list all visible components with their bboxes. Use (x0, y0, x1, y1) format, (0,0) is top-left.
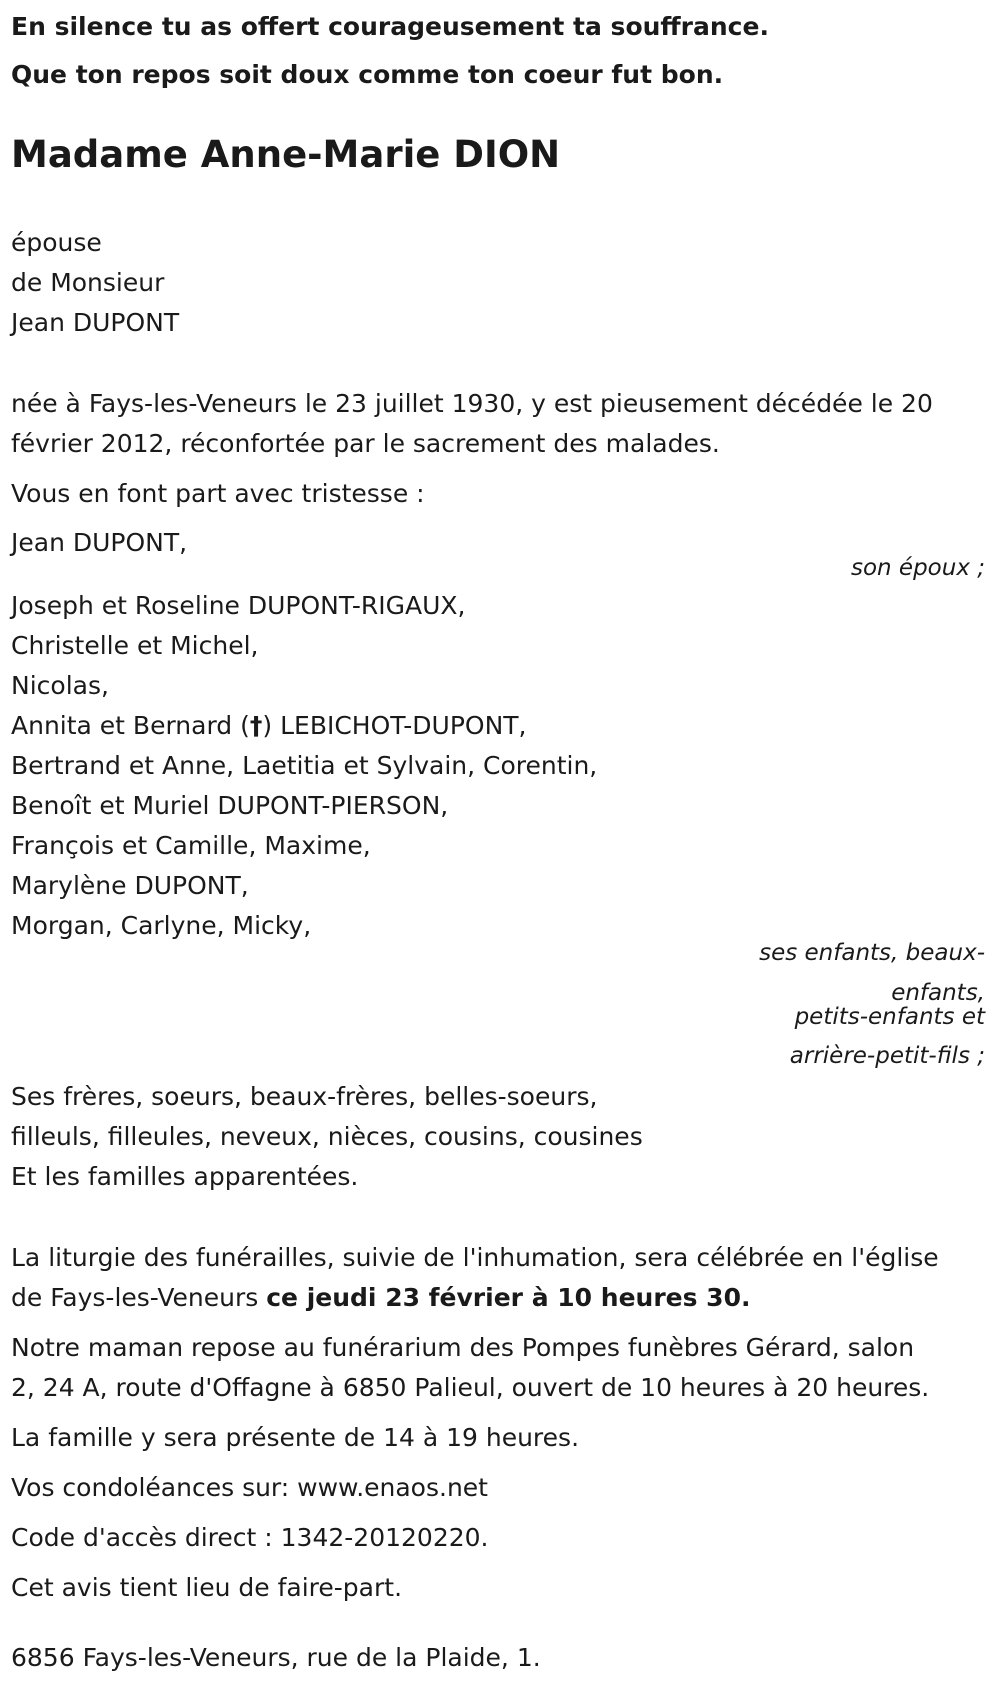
spouse-intro-2: de Monsieur (11, 268, 165, 297)
presence-text: La famille y sera présente de 14 à 19 heures. (11, 1423, 580, 1452)
spouse-intro-1: épouse (11, 228, 102, 257)
funerarium-line-1: Notre maman repose au funérarium des Pompes funèbres Gérard, salon (11, 1333, 915, 1362)
ceremony-line-1: La liturgie des funérailles, suivie de l'inhumation, sera célébrée en l'église (11, 1243, 939, 1272)
child-line: Bertrand et Anne, Laetitia et Sylvain, Corentin, (11, 751, 598, 780)
ceremony-line-2 (11, 1285, 750, 1310)
children-role-2: enfants, (891, 980, 985, 1006)
others-line: Et les familles apparentées. (11, 1162, 359, 1191)
birth-death-line-2: février 2012, réconfortée par le sacrement des malades. (11, 429, 720, 458)
annita-text-before: Annita et Bernard ( (11, 711, 250, 740)
motto-line-1: En silence tu as offert courageusement ta souffrance. (11, 12, 769, 41)
ceremony-place: de Fays-les-Veneurs (11, 1283, 267, 1312)
child-line: Nicolas, (11, 671, 109, 700)
children-role-4: arrière-petit-fils ; (789, 1043, 985, 1069)
child-line: Morgan, Carlyne, Micky, (11, 911, 312, 940)
announce-text: Vous en font part avec tristesse : (11, 479, 425, 508)
others-line: Ses frères, soeurs, beaux-frères, belles-soeurs, (11, 1082, 598, 1111)
child-line: Joseph et Roseline DUPONT-RIGAUX, (11, 591, 466, 620)
birth-death-line-1: née à Fays-les-Veneurs le 23 juillet 1930, y est pieusement décédée le 20 (11, 389, 933, 418)
child-line: Christelle et Michel, (11, 631, 259, 660)
children-role-3: petits-enfants et (794, 1004, 985, 1030)
child-line: Marylène DUPONT, (11, 871, 249, 900)
spouse-name: Jean DUPONT (11, 308, 180, 337)
cross-icon: † (249, 711, 263, 740)
spouse-role: son époux ; (850, 555, 985, 581)
annita-text-after: ) LEBICHOT-DUPONT, (262, 711, 527, 740)
motto-line-2: Que ton repos soit doux comme ton coeur fut bon. (11, 60, 724, 89)
child-line: François et Camille, Maxime, (11, 831, 371, 860)
notice-text: Cet avis tient lieu de faire-part. (11, 1573, 403, 1602)
family-spouse: Jean DUPONT, (11, 528, 188, 557)
address-text: 6856 Fays-les-Veneurs, rue de la Plaide, 1. (11, 1643, 541, 1672)
deceased-name: Madame Anne-Marie DION (11, 133, 561, 176)
funerarium-line-2: 2, 24 A, route d'Offagne à 6850 Palieul, ouvert de 10 heures à 20 heures. (11, 1373, 930, 1402)
children-role-1: ses enfants, beaux- (759, 940, 985, 966)
child-line: Benoît et Muriel DUPONT-PIERSON, (11, 791, 449, 820)
condolences-text: Vos condoléances sur: www.enaos.net (11, 1473, 488, 1502)
child-line-annita (11, 713, 527, 738)
access-code-text: Code d'accès direct : 1342-20120220. (11, 1523, 489, 1552)
ceremony-datetime: ce jeudi 23 février à 10 heures 30. (266, 1283, 751, 1312)
others-line: filleuls, filleules, neveux, nièces, cousins, cousines (11, 1122, 643, 1151)
